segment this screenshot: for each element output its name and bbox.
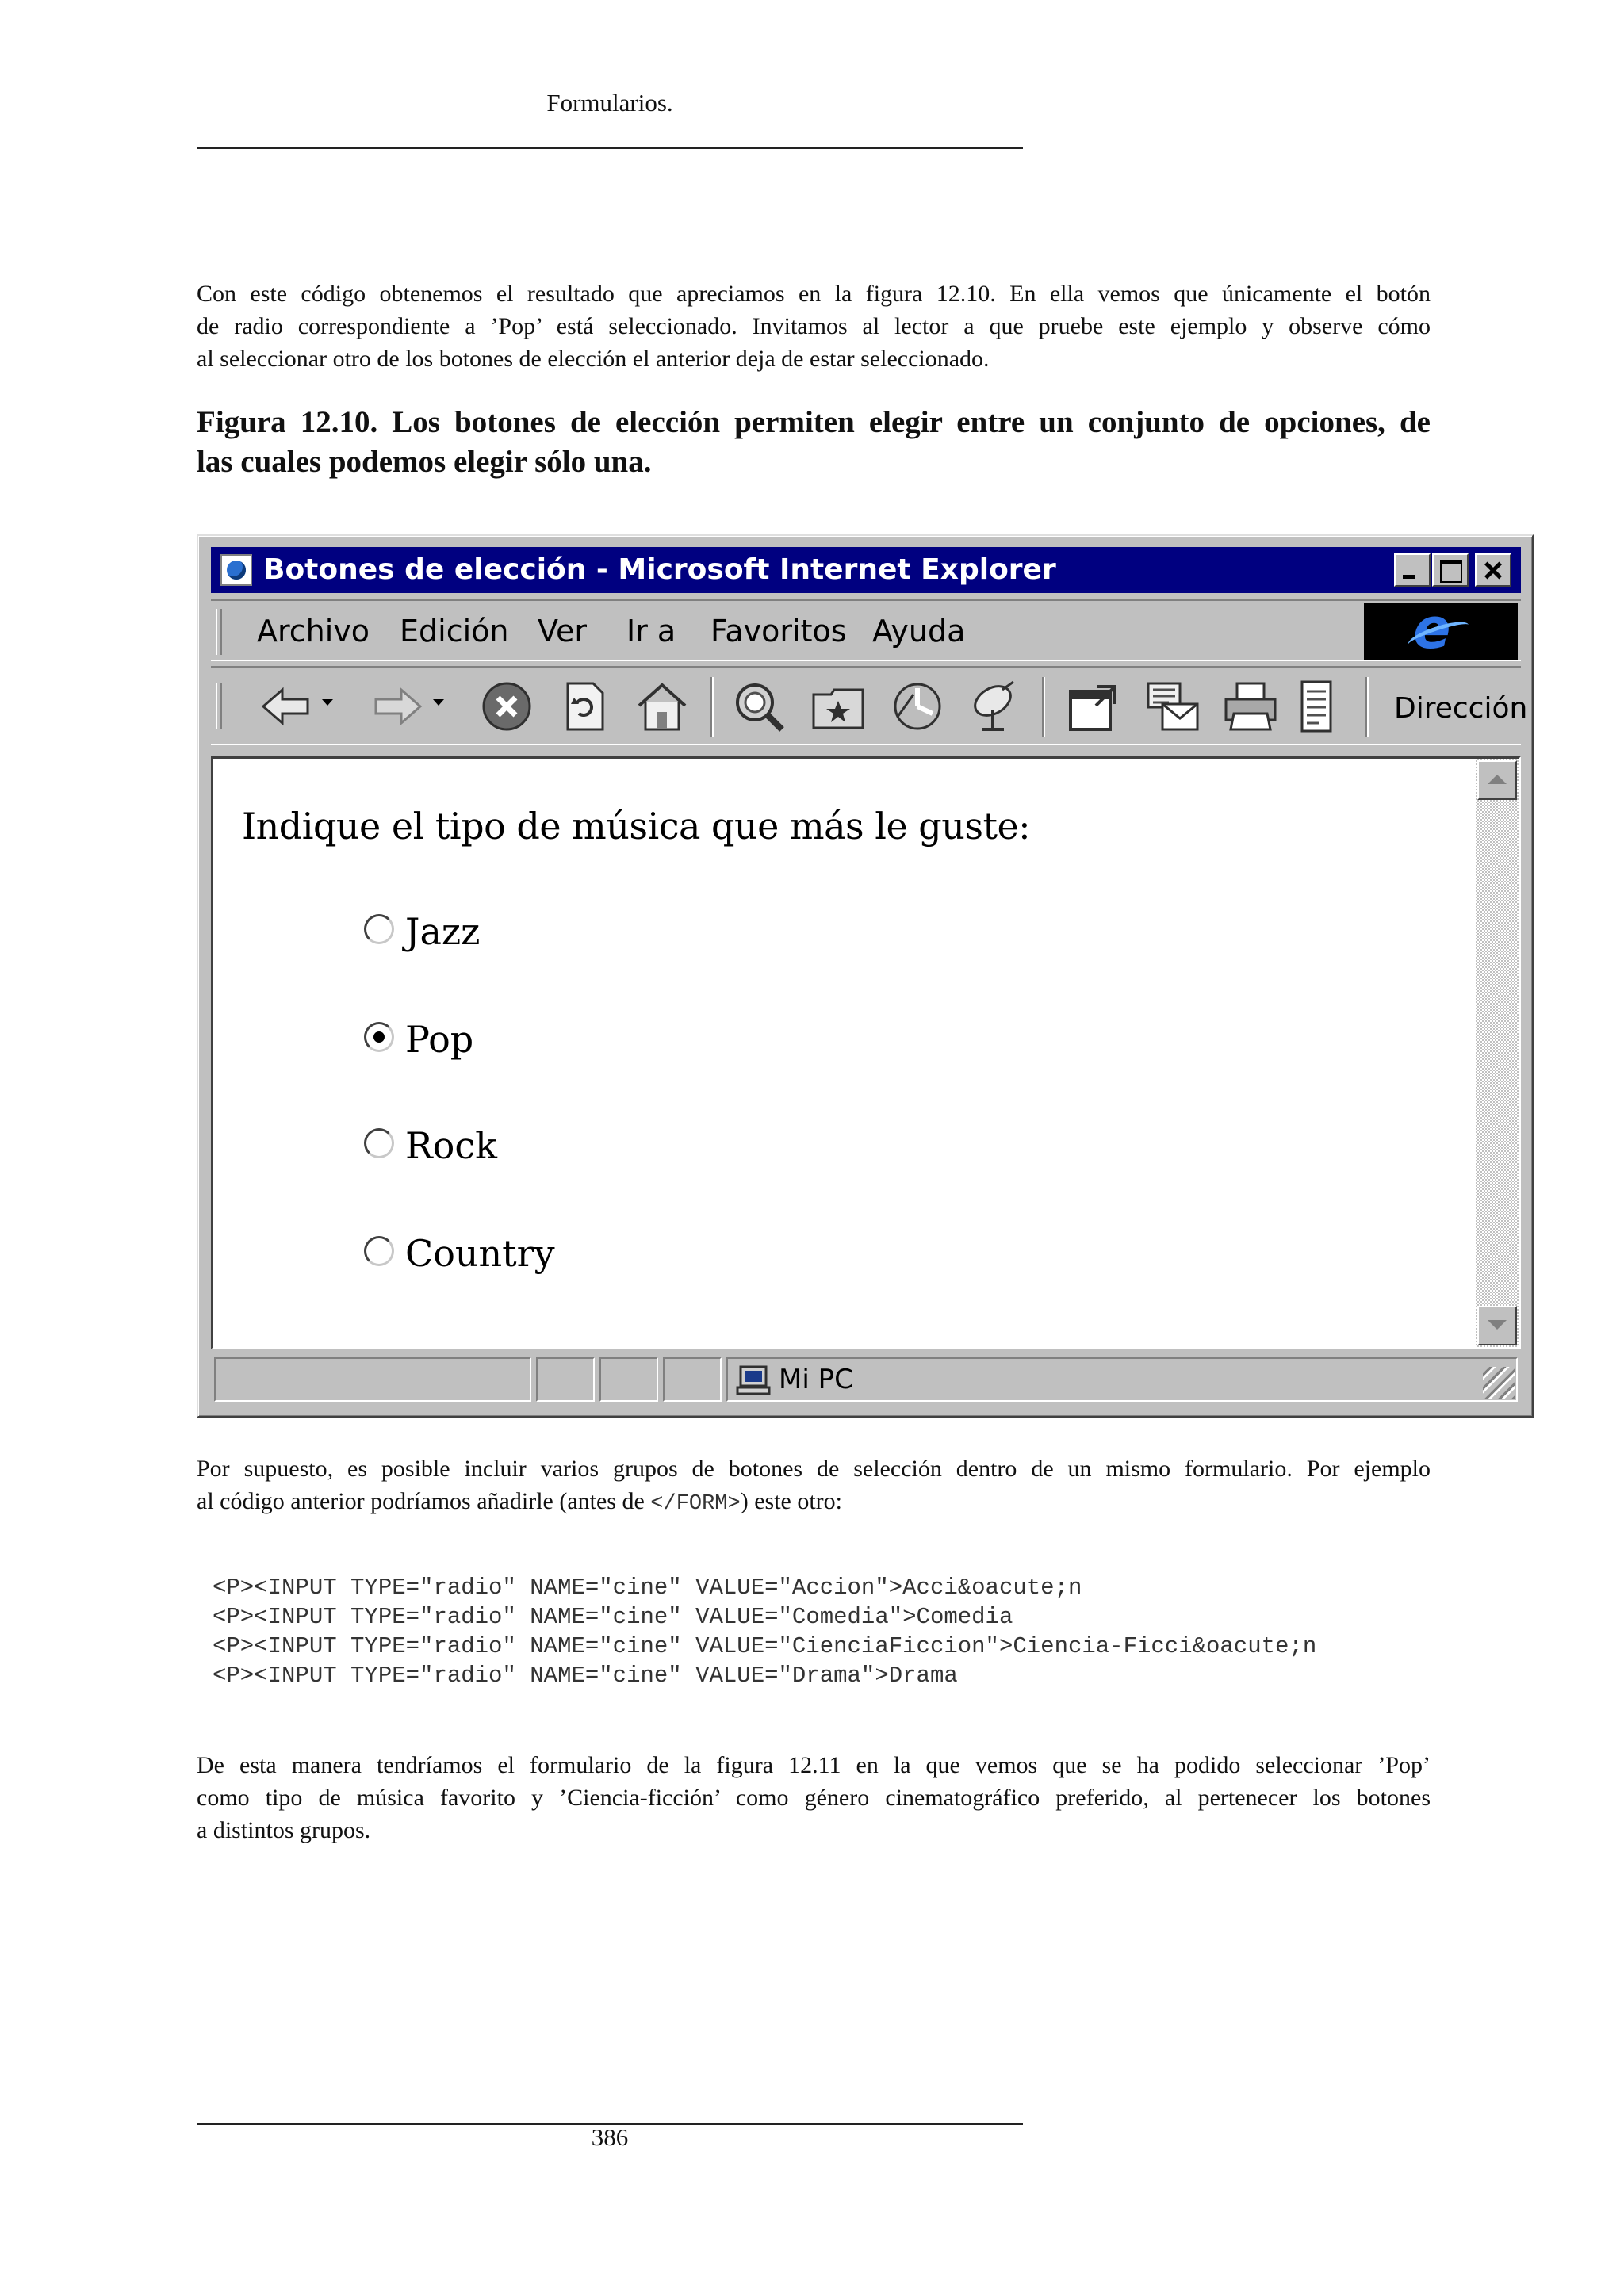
menu-grip [216,609,222,655]
paragraph-line: Con este código obtenemos el resultado que apreciamos en la figura 12.10. En ella vemos que únicamente el botón [197,281,1431,307]
paragraph-1 [197,277,1431,375]
resize-grip[interactable] [1483,1367,1515,1399]
back-icon[interactable] [259,679,314,734]
channels-icon[interactable] [967,679,1023,734]
figure-caption [197,403,1431,482]
radio-label: Jazz [405,910,481,953]
caption-line: Figura 12.10. Los botones de elección permiten elegir entre un conjunto de opciones, de [197,405,1431,439]
menu-ayuda[interactable]: Ayuda [872,614,966,649]
fullscreen-icon[interactable] [1066,679,1121,734]
forward-icon[interactable] [370,679,425,734]
edit-icon[interactable] [1299,679,1334,734]
code-line: <P><INPUT TYPE="radio" NAME="cine" VALUE="Comedia">Comedia [213,1604,1013,1630]
status-pane [663,1357,722,1402]
toolbar-separator [1365,677,1369,737]
home-icon[interactable] [634,679,690,734]
search-icon[interactable] [731,679,787,734]
radio-button[interactable] [364,914,394,944]
status-pane-zone [726,1357,1518,1402]
paragraph-line: de radio correspondiente a ’Pop’ está seleccionado. Invitamos al lector a que pruebe este ejemplo y observe cómo [197,313,1431,339]
menu-ver[interactable]: Ver [538,614,588,649]
page-content [211,756,1521,1349]
refresh-icon[interactable] [557,679,612,734]
address-label[interactable]: Dirección [1394,692,1528,725]
paragraph-line: a distintos grupos. [197,1817,371,1843]
radio-button[interactable] [364,1236,394,1266]
code-line: <P><INPUT TYPE="radio" NAME="cine" VALUE="Drama">Drama [213,1663,958,1689]
code-line: <P><INPUT TYPE="radio" NAME="cine" VALUE="Accion">Acci&oacute;n [213,1575,1082,1601]
maximize-button[interactable] [1432,553,1469,587]
history-icon[interactable] [890,679,945,734]
paragraph-line: Por supuesto, es posible incluir varios grupos de botones de selección dentro de un mismo formulario. Por ejemplo [197,1456,1431,1482]
code-line: <P><INPUT TYPE="radio" NAME="cine" VALUE="CienciaFiccion">Ciencia-Ficci&oacute;n [213,1633,1317,1659]
menu-bar [211,599,1521,661]
status-pane [599,1357,658,1402]
scroll-up-button[interactable] [1477,760,1517,800]
ie-logo-icon [1364,603,1518,660]
running-head: Formularios. [546,89,673,117]
radio-button[interactable] [364,1128,394,1158]
radio-label: Rock [405,1124,497,1167]
menu-favoritos[interactable]: Favoritos [710,614,847,649]
browser-window [197,534,1534,1418]
ie-page-icon [220,554,252,586]
menu-edicion[interactable]: Edición [400,614,509,649]
toolbar-separator [1042,677,1045,737]
status-pane-main [214,1357,531,1402]
status-bar [211,1354,1521,1405]
code-block [213,1573,1316,1690]
toolbar-separator [710,677,714,737]
text-run: ) este otro: [740,1488,843,1514]
status-pane [536,1357,595,1402]
computer-icon [736,1365,771,1395]
radio-button-selected[interactable] [364,1022,394,1052]
close-button[interactable] [1475,553,1511,587]
print-icon[interactable] [1223,679,1278,734]
minimize-button[interactable] [1394,553,1431,587]
mail-icon[interactable] [1145,679,1201,734]
paragraph-line: como tipo de música favorito y ’Ciencia-ficción’ como género cinematográfico preferido, al pertenecer los botones [197,1785,1431,1811]
inline-code: </FORM> [650,1492,741,1516]
menu-archivo[interactable]: Archivo [257,614,370,649]
form-prompt: Indique el tipo de música que más le guste: [242,805,1031,848]
vertical-scrollbar[interactable] [1476,759,1519,1347]
caption-line: las cuales podemos elegir sólo una. [197,445,652,479]
header-rule [197,147,1023,149]
paragraph-line [197,1485,1431,1521]
stop-icon[interactable] [479,679,534,734]
forward-dropdown-icon[interactable] [433,699,444,706]
paragraph-line: al seleccionar otro de los botones de elección el anterior deja de estar seleccionado. [197,346,990,372]
zone-label: Mi PC [779,1364,853,1395]
title-bar [211,547,1521,593]
toolbar-grip [216,683,222,729]
radio-label: Country [405,1232,555,1275]
paragraph-3 [197,1749,1431,1846]
text-run: al código anterior podríamos añadirle (antes de [197,1488,651,1514]
window-title: Botones de elección - Microsoft Internet Explorer [263,553,1056,586]
tool-bar [211,666,1528,745]
page-number: 386 [591,2123,629,2151]
scroll-down-button[interactable] [1477,1306,1517,1345]
paragraph-line: De esta manera tendríamos el formulario de la figura 12.11 en la que vemos que se ha podido seleccionar ’Pop’ [197,1752,1431,1778]
radio-label: Pop [405,1018,474,1061]
menu-ir-a[interactable]: Ir a [626,614,676,649]
paragraph-2 [197,1452,1431,1521]
favorites-icon[interactable] [810,679,866,734]
back-dropdown-icon[interactable] [322,699,333,706]
